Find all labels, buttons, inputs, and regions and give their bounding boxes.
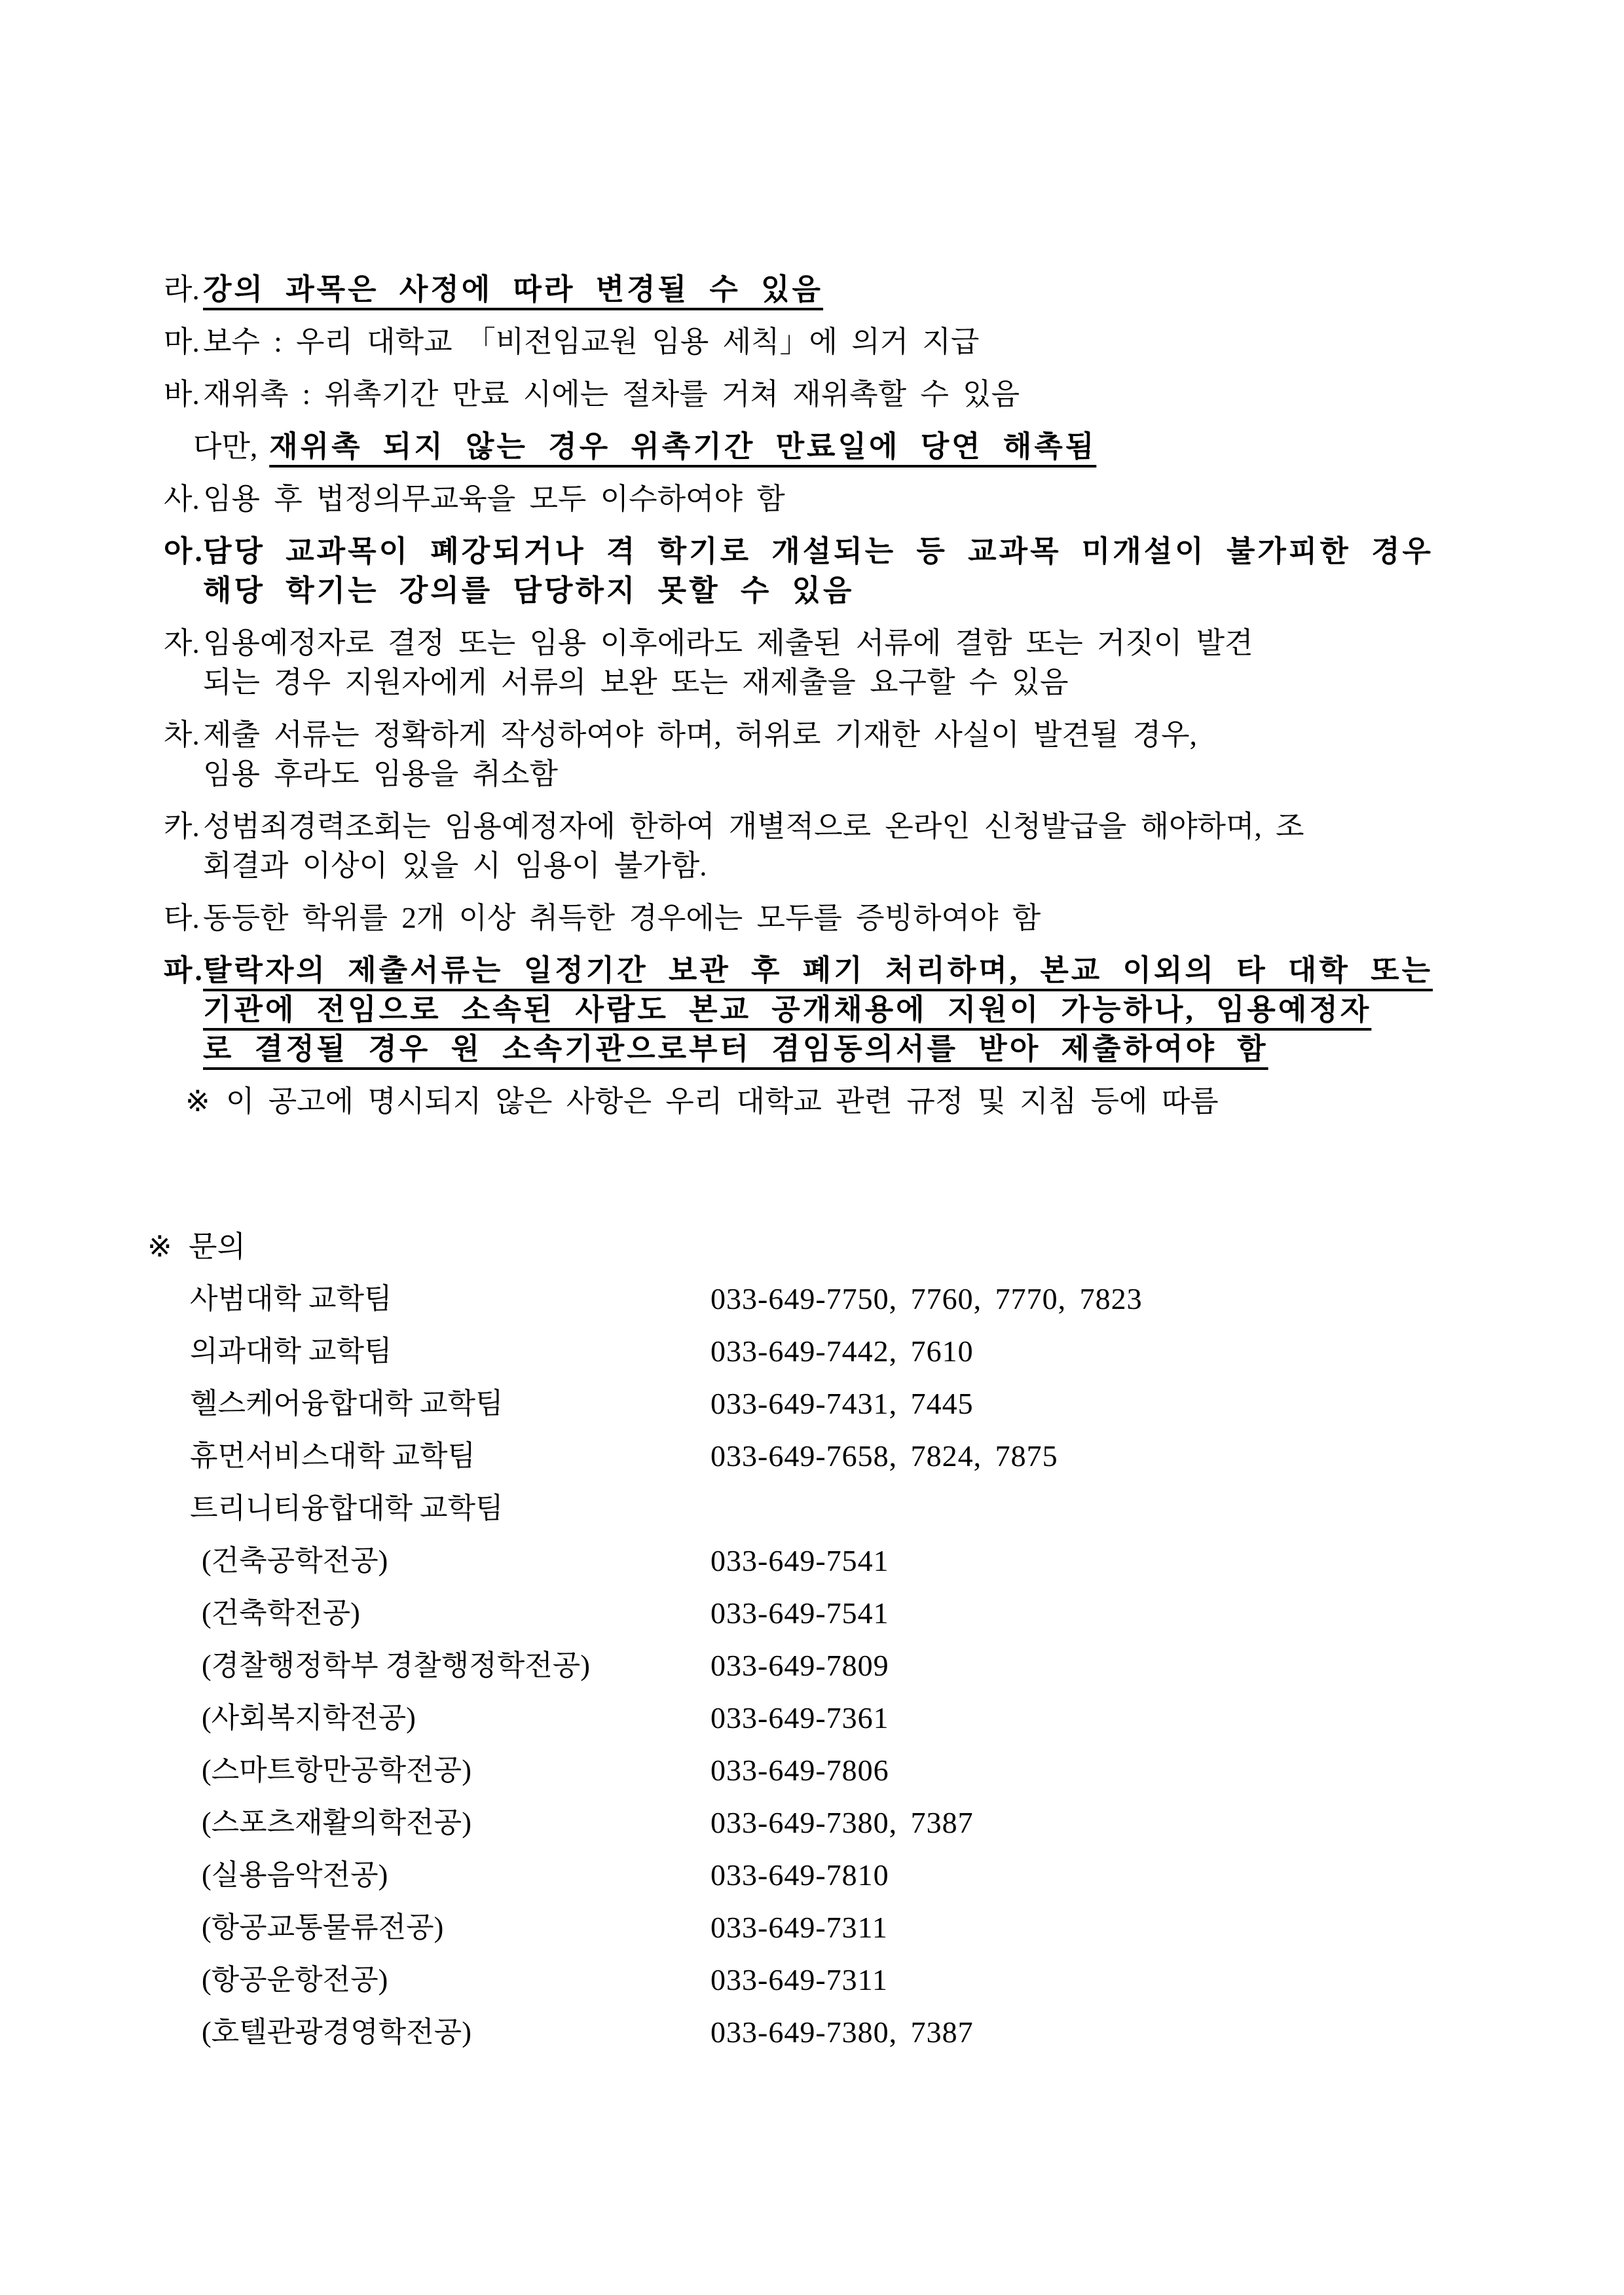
note-text: 탈락자의 제출서류는 일정기간 보관 후 폐기 처리하며, 본교 이외의 타 대학 또는 [203,954,1433,987]
note-marker: 다만, [193,430,258,463]
contact-label: (실용음악전공) [202,1859,388,1891]
contact-label: 트리니티융합대학 교학팀 [190,1492,504,1524]
contact-row [0,2006,1624,2059]
note-line [164,270,1559,309]
contact-phone: 033-649-7380, 7387 [710,2015,974,2049]
note-ja [164,623,1559,702]
note-ra [164,270,1559,309]
note-cha [164,715,1559,794]
note-line [164,479,1559,519]
note-marker: 카. [164,810,200,843]
note-line [164,715,1559,754]
contact-label: (항공교통물류전공) [202,1911,444,1943]
note-text: 재위촉 되지 않는 경우 위촉기간 만료일에 당연 해촉됨 [269,430,1097,463]
contact-label: (항공운항전공) [202,1964,388,1996]
contact-label: (사회복지학전공) [202,1702,416,1734]
note-text: 재위촉 : 위촉기간 만료 시에는 절차를 거쳐 재위촉할 수 있음 [203,378,1020,411]
note-text: 성범죄경력조회는 임용예정자에 한하여 개별적으로 온라인 신청발급을 해야하며, 조 [203,810,1304,843]
contact-row [0,1901,1624,1954]
note-sa [164,479,1559,519]
contact-phone: 033-649-7311 [710,1911,888,1944]
contact-heading [147,1221,1624,1273]
contact-phone: 033-649-7311 [710,1963,888,1996]
contact-row [0,1378,1624,1430]
note-marker: 라. [164,273,200,306]
note-marker: 타. [164,902,200,934]
contact-phone: 033-649-7750, 7760, 7770, 7823 [710,1282,1143,1315]
note-ba [164,375,1559,414]
note-text: 제출 서류는 정확하게 작성하여야 하며, 허위로 기재한 사실이 발견될 경우, [203,718,1197,751]
note-marker: 바. [164,378,200,411]
contact-label: (스마트항만공학전공) [202,1754,471,1786]
note-a [164,532,1559,610]
contact-row [0,1325,1624,1378]
contact-label: 휴먼서비스대학 교학팀 [190,1440,476,1472]
contact-label: (경찰행정학부 경찰행정학전공) [202,1649,590,1681]
note-text: 이 공고에 명시되지 않은 사항은 우리 대학교 관련 규정 및 지침 등에 따름 [226,1085,1219,1118]
contact-phone: 033-649-7380, 7387 [710,1806,974,1839]
contact-row [0,1744,1624,1797]
note-text: 임용예정자로 결정 또는 임용 이후에라도 제출된 서류에 결함 또는 거짓이 발견 [203,627,1253,659]
contact-phone: 033-649-7658, 7824, 7875 [710,1439,1058,1473]
note-ta [164,898,1559,938]
reference-mark-icon: ※ [147,1230,172,1263]
note-marker: 마. [164,325,200,358]
contact-label: (건축학전공) [202,1597,360,1629]
note-text: 담당 교과목이 폐강되거나 격 학기로 개설되는 등 교과목 미개설이 불가피한 경우 [203,535,1434,568]
note-marker: 차. [164,718,200,751]
note-ma [164,322,1559,361]
contact-section [0,1221,1624,2059]
note-pa [164,951,1559,1069]
contact-phone: 033-649-7809 [710,1649,889,1682]
notice-list [0,0,1624,1121]
contact-phone: 033-649-7442, 7610 [710,1334,974,1368]
note-line [164,375,1559,414]
note-line [164,623,1559,663]
note-daman [193,427,1559,466]
note-marker: 아. [164,535,205,568]
contact-label: (호텔관광경영학전공) [202,2016,471,2048]
note-line [164,951,1559,990]
contact-phone: 033-649-7810 [710,1858,889,1892]
note-line [164,322,1559,361]
contact-label: 헬스케어융합대학 교학팀 [190,1387,504,1420]
contact-phone: 033-649-7361 [710,1701,889,1735]
note-marker: 사. [164,483,200,515]
contact-row [0,1273,1624,1325]
note-line: 해당 학기는 강의를 담당하지 못할 수 있음 [203,574,855,607]
note-line: 임용 후라도 임용을 취소함 [203,758,558,790]
note-text: 기관에 전임으로 소속된 사람도 본교 공개채용에 지원이 가능하나, 임용예정자 [203,993,1372,1026]
contact-row [0,1535,1624,1587]
contact-row [0,1692,1624,1744]
contact-label: 사범대학 교학팀 [190,1283,392,1315]
note-marker: 파. [164,954,205,987]
note-text: 보수 : 우리 대학교 「비전임교원 임용 세칙」에 의거 지급 [203,325,980,358]
contact-heading-label: 문의 [189,1230,246,1263]
contact-phone: 033-649-7541 [710,1596,889,1630]
contact-row [0,1849,1624,1901]
contact-row [0,1482,1624,1535]
contact-label: 의과대학 교학팀 [190,1335,392,1367]
note-line [203,990,1559,1029]
note-text: 로 결정될 경우 원 소속기관으로부터 겸임동의서를 받아 제출하여야 함 [203,1033,1268,1065]
note-line: 회결과 이상이 있을 시 임용이 불가함. [203,849,707,882]
contact-row [0,1587,1624,1640]
contact-row [0,1430,1624,1482]
contact-row [0,1797,1624,1849]
contact-phone: 033-649-7431, 7445 [710,1387,974,1420]
contact-phone: 033-649-7541 [710,1544,889,1577]
contact-row [0,1640,1624,1692]
contact-row [0,1954,1624,2006]
contact-label: (건축공학전공) [202,1545,388,1577]
note-disclaimer [185,1082,1559,1121]
contact-label: (스포츠재활의학전공) [202,1807,471,1839]
note-line [203,1029,1559,1069]
note-line [164,898,1559,938]
contact-phone: 033-649-7806 [710,1753,889,1787]
reference-mark-icon: ※ [185,1085,210,1118]
note-text: 동등한 학위를 2개 이상 취득한 경우에는 모두를 증빙하여야 함 [203,902,1041,934]
note-line: 되는 경우 지원자에게 서류의 보완 또는 재제출을 요구할 수 있음 [203,666,1069,699]
note-line [185,1082,1559,1121]
note-marker: 자. [164,627,200,659]
note-ka [164,807,1559,885]
note-line [193,427,1559,466]
note-text: 강의 과목은 사정에 따라 변경될 수 있음 [203,273,824,306]
note-line [164,807,1559,846]
note-text: 임용 후 법정의무교육을 모두 이수하여야 함 [203,483,785,515]
note-line [164,532,1559,571]
